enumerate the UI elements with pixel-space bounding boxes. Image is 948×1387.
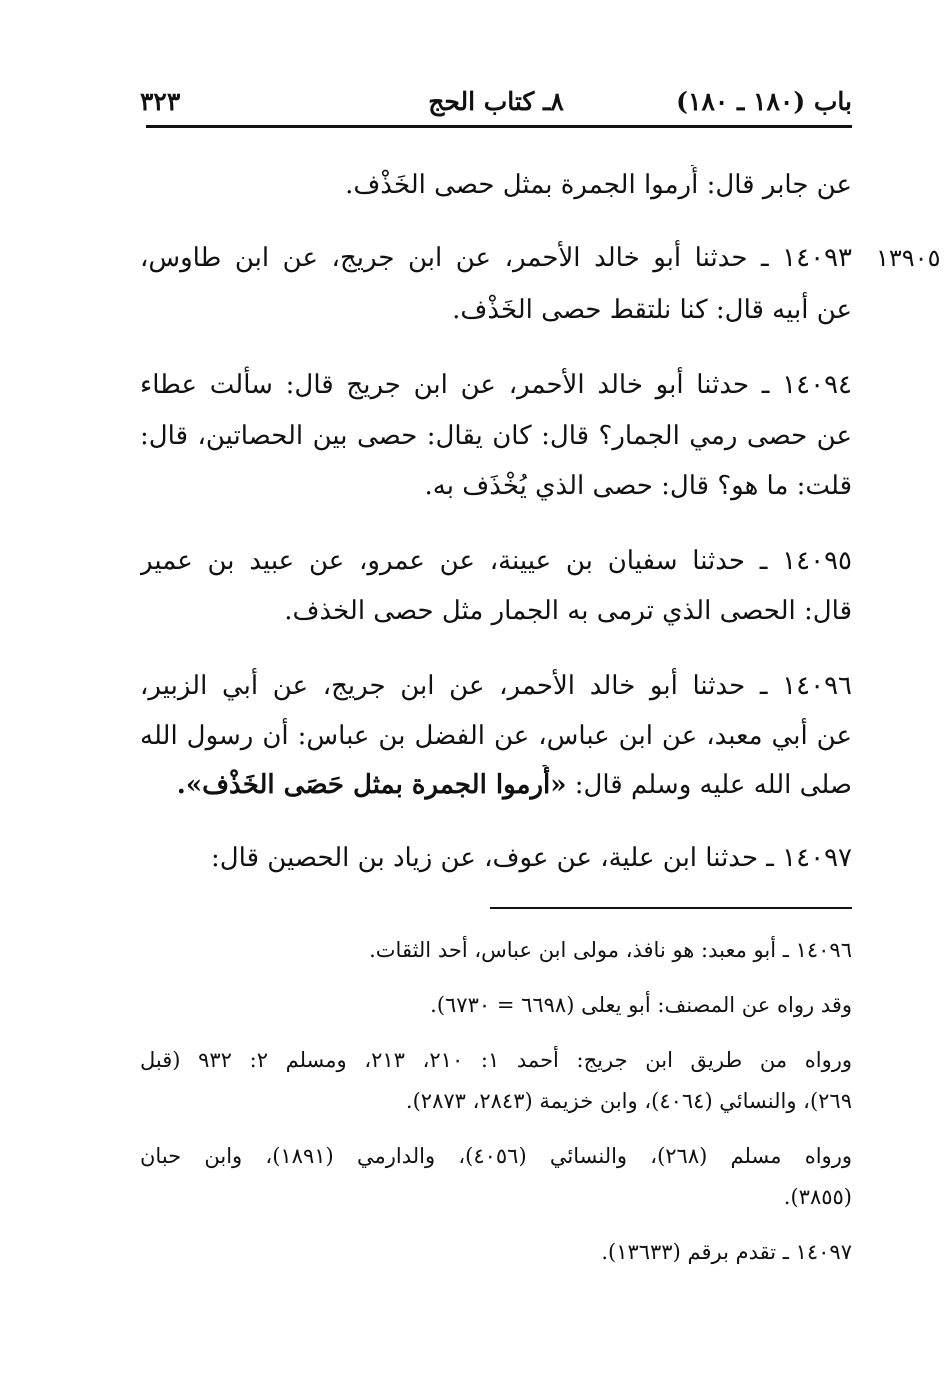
book-title: ٨ـ كتاب الحج [428, 87, 564, 116]
side-reference-number: ١٣٩٠٥ [876, 244, 941, 272]
header-rule [146, 125, 852, 128]
hadith-14096-line-1: ١٤٠٩٦ ـ حدثنا أبو خالد الأحمر، عن ابن جريج، عن أبي الزبير، [140, 671, 852, 701]
hadith-14094-line-1: ١٤٠٩٤ ـ حدثنا أبو خالد الأحمر، عن ابن جريج قال: سألت عطاء [140, 370, 852, 400]
hadith-14093-line-2: عن أبيه قال: كنا نلتقط حصى الخَذْف. [452, 295, 852, 325]
hadith-14096-line-2: عن أبي معبد، عن ابن عباس، عن الفضل بن عباس: أن رسول الله [140, 721, 852, 751]
footnote-line: (٣٨٥٥). [783, 1185, 852, 1209]
running-header [140, 82, 852, 122]
footnote-line: ورواه من طريق ابن جريج: أحمد ١: ٢١٠، ٢١٣، ومسلم ٢: ٩٣٢ (قبل [140, 1048, 852, 1072]
hadith-14094-line-2: عن حصى رمي الجمار؟ قال: كان يقال: حصى بين الحصاتين، قال: [140, 421, 852, 451]
chapter-heading: باب (١٨٠ ـ ١٨٠) [676, 87, 852, 116]
footnote-line: ٢٦٩)، والنسائي (٤٠٦٤)، وابن خزيمة (٢٨٤٣، ٢٨٧٣). [405, 1089, 852, 1113]
page-number: ٣٢٣ [140, 87, 181, 116]
footnote-line: وقد رواه عن المصنف: أبو يعلى (٦٦٩٨ = ٦٧٣٠). [430, 993, 852, 1017]
footnote-line: ورواه مسلم (٢٦٨)، والنسائي (٤٠٥٦)، والدارمي (١٨٩١)، وابن حبان [140, 1144, 852, 1168]
footnote-rule [490, 907, 852, 909]
hadith-14093-line-1: ١٤٠٩٣ ـ حدثنا أبو خالد الأحمر، عن ابن جريج، عن ابن طاوس، [140, 243, 852, 273]
hadith-14095-line-2: قال: الحصى الذي ترمى به الجمار مثل حصى الخذف. [284, 596, 852, 626]
text-line: عن جابر قال: أُرموا الجمرة بمثل حصى الخَذْف. [345, 170, 852, 200]
hadith-14097-line-1: ١٤٠٩٧ ـ حدثنا ابن علية، عن عوف، عن زياد بن الحصين قال: [211, 843, 852, 873]
prophetic-quote: «أُرموا الجمرة بمثل حَصَى الخَذْف». [176, 770, 567, 800]
footnote-line: ١٤٠٩٦ ـ أبو معبد: هو نافذ، مولى ابن عباس، أحد الثقات. [369, 938, 852, 962]
hadith-14096-preamble: صلى الله عليه وسلم قال: [574, 770, 852, 800]
hadith-14094-line-3: قلت: ما هو؟ قال: حصى الذي يُخْذَف به. [424, 471, 852, 501]
hadith-14095-line-1: ١٤٠٩٥ ـ حدثنا سفيان بن عيينة، عن عمرو، عن عبيد بن عمير [140, 546, 852, 576]
footnote-line: ١٤٠٩٧ ـ تقدم برقم (١٣٦٣٣). [601, 1240, 852, 1264]
hadith-14096-line-3 [140, 765, 852, 805]
